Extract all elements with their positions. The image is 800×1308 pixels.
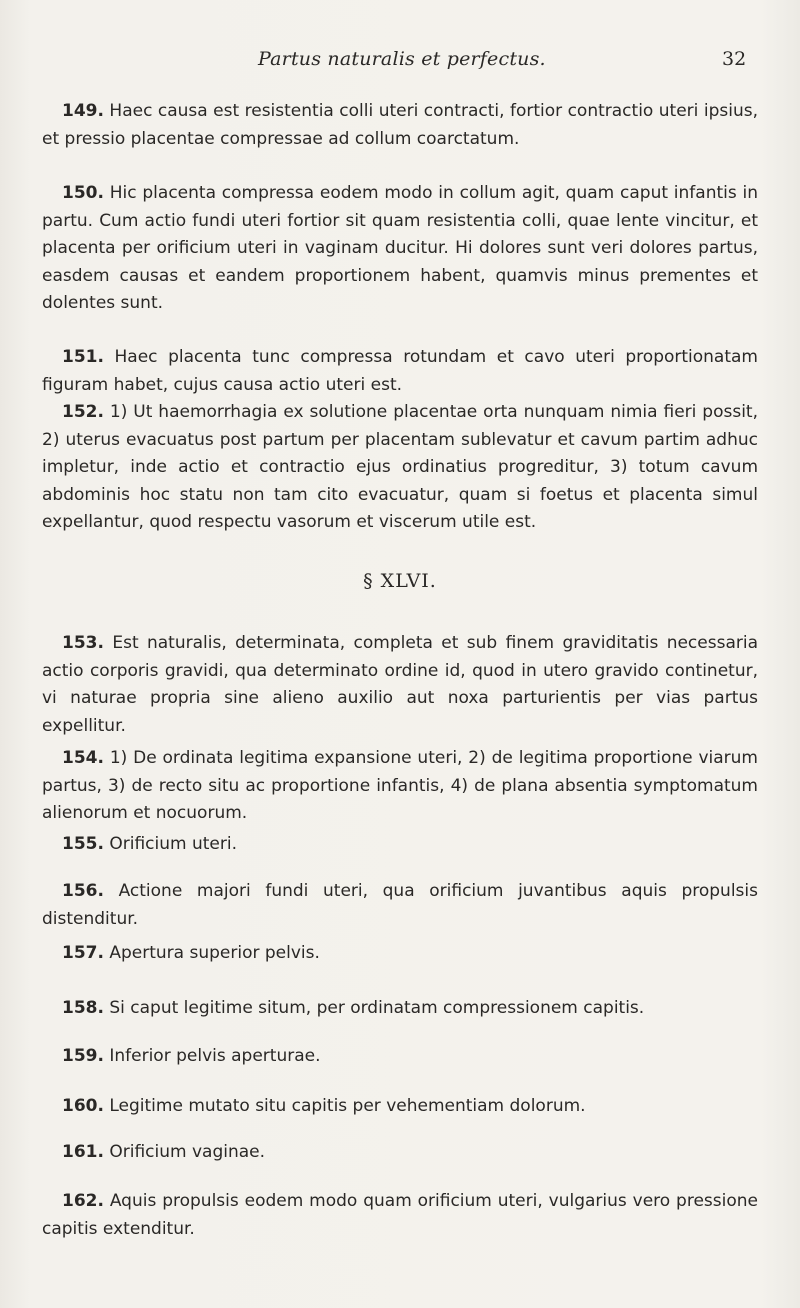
paragraph-number: 162. [62,1191,104,1211]
paragraph-number: 156. [62,881,104,901]
paragraph-text: 1) Ut haemorrhagia ex solutione placentae orta nunquam nimia fieri possit, 2) uterus evacuatus post partum per placentam sublevatur et cavum partim adhuc impletur, inde actio et contractio ejus ordinatius progreditur, 3) totum cavum abdominis hoc statu non tam cito evacuatur, quam si foetus et placenta simul expellantur, quod respectu vasorum et viscerum utile est. [42,402,758,532]
paragraph-text: Orificium uteri. [109,834,237,854]
paragraph-text: Actione majori fundi uteri, qua orificium juvantibus aquis propulsis distenditur. [42,881,758,929]
paragraph-number: 157. [62,943,104,963]
paragraph-number: 159. [62,1046,104,1066]
paragraph-161 [42,1139,758,1167]
paragraph-150 [42,180,758,318]
paragraph-number: 160. [62,1096,104,1116]
paragraph-156 [42,878,758,933]
paragraph-149 [42,98,758,153]
paragraph-number: 155. [62,834,104,854]
paragraph-text: 1) De ordinata legitima expansione uteri, 2) de legitima proportione viarum partus, 3) de recto situ ac proportione infantis, 4) de plana absentia symptomatum alienorum et nocuorum. [42,748,758,823]
paragraph-text: Legitime mutato situ capitis per vehementiam dolorum. [109,1096,586,1116]
paragraph-text: Hic placenta compressa eodem modo in collum agit, quam caput infantis in partu. Cum actio fundi uteri fortior sit quam resistentia colli, quae lente vincitur, et placenta per orificium uteri in vaginam ducitur. Hi dolores sunt veri dolores partus, easdem causas et eandem proportionem habent, quamvis minus prementes et dolentes sunt. [42,183,759,313]
paragraph-number: 149. [62,101,104,121]
page-number: 32 [722,48,747,70]
paragraph-152 [42,399,758,537]
paragraph-text: Orificium vaginae. [109,1142,266,1162]
paragraph-159 [42,1043,758,1071]
paragraph-text: Si caput legitime situm, per ordinatam compressionem capitis. [109,998,645,1018]
paragraph-number: 151. [62,347,104,367]
paragraph-text: Est naturalis, determinata, completa et sub finem graviditatis necessaria actio corporis gravidi, qua determinato ordine id, quod in utero gravido continetur, vi naturae propria sine alieno auxilio aut noxa parturientis per vias partus expellitur. [42,633,758,736]
paragraph-number: 161. [62,1142,104,1162]
paragraph-number: 150. [62,183,104,203]
paragraph-162 [42,1188,758,1243]
paragraph-text: Inferior pelvis aperturae. [109,1046,321,1066]
paragraph-160 [42,1093,758,1121]
paragraph-157 [42,940,758,968]
paragraph-number: 152. [62,402,104,422]
paragraph-155 [42,831,758,859]
paragraph-158 [42,995,758,1023]
paragraph-text: Haec causa est resistentia colli uteri contracti, fortior contractio uteri ipsius, et pressio placentae compressae ad collum coarctatum. [42,101,758,149]
paragraph-text: Apertura superior pelvis. [109,943,320,963]
page-header [0,48,800,78]
running-title: Partus naturalis et perfectus. [258,48,546,70]
paragraph-number: 154. [62,748,104,768]
paragraph-151 [42,344,758,399]
paragraph-text: Haec placenta tunc compressa rotundam et cavo uteri proportionatam figuram habet, cujus causa actio uteri est. [42,347,758,395]
paragraph-number: 153. [62,633,104,653]
paragraph-153 [42,630,758,740]
section-heading: § XLVI. [363,570,437,592]
paragraph-number: 158. [62,998,104,1018]
paragraph-text: Aquis propulsis eodem modo quam orificium uteri, vulgarius vero pressione capitis extenditur. [42,1191,758,1239]
paragraph-154 [42,745,758,828]
